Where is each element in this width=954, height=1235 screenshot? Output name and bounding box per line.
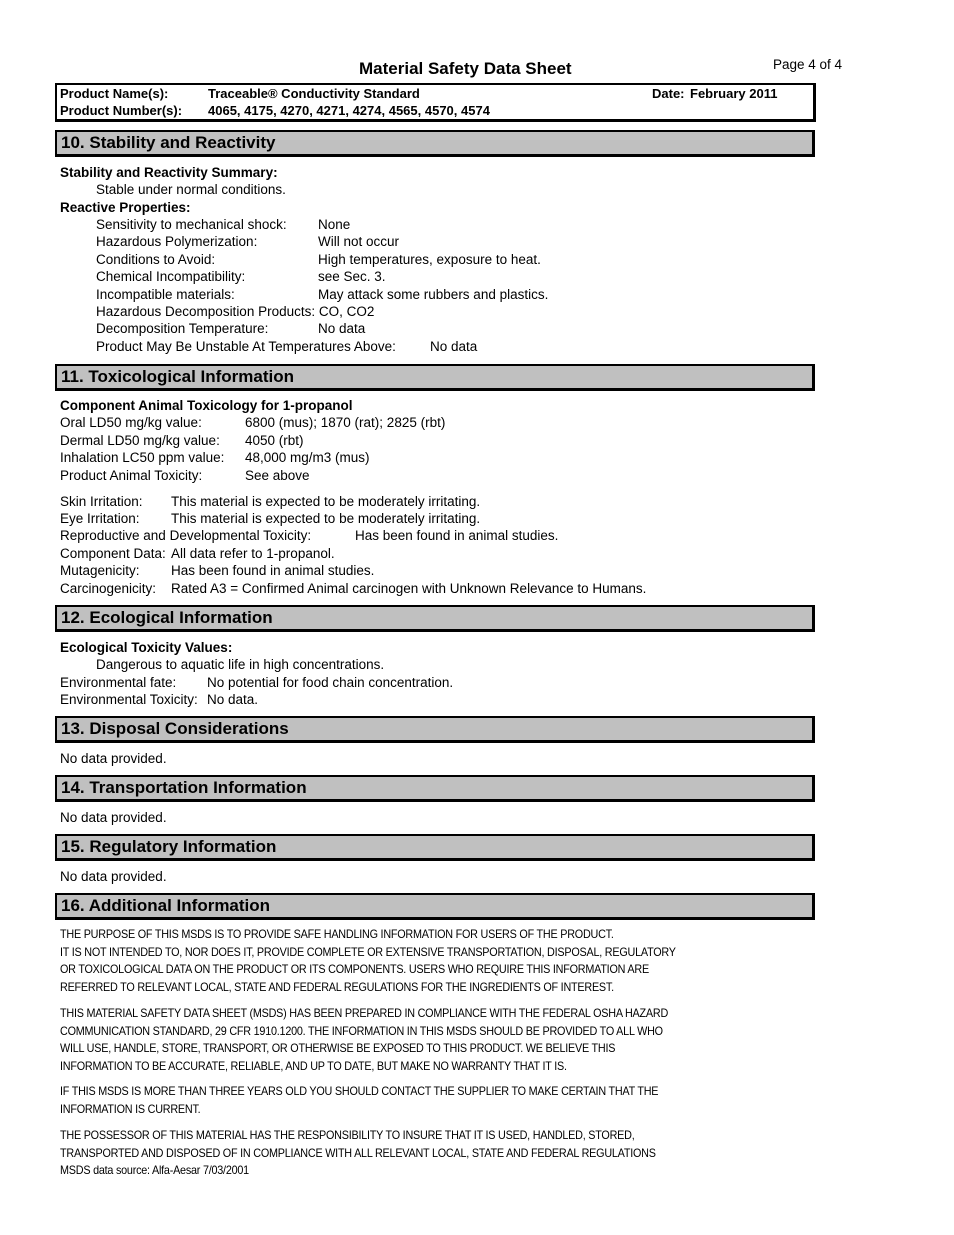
section-13-title: 13. Disposal Considerations (61, 719, 289, 738)
disclaimer-paragraph-3 (60, 1083, 658, 1118)
disclaimer-line: WILL USE, HANDLE, STORE, TRANSPORT, OR OTHERWISE BE EXPOSED TO THIS PRODUCT. WE BELIEVE THIS (60, 1041, 616, 1055)
decomposition-temp-label: Decomposition Temperature: (96, 321, 269, 336)
reproductive-toxicity-label: Reproductive and Developmental Toxicity: (60, 528, 312, 543)
toxicology-label: Inhalation LC50 ppm value: (60, 450, 225, 465)
reactive-label: Chemical Incompatibility: (96, 269, 246, 284)
component-toxicology-label: Component Animal Toxicology for 1-propanol (60, 398, 353, 413)
reproductive-toxicity-value: Has been found in animal studies. (355, 528, 559, 543)
reactive-label: Hazardous Polymerization: (96, 234, 258, 249)
section-10-header (55, 130, 815, 157)
regulatory-text: No data provided. (60, 869, 167, 884)
mutagenicity-label: Mutagenicity: (60, 563, 140, 578)
toxicology-value: 4050 (rbt) (245, 433, 304, 448)
unstable-temp-label: Product May Be Unstable At Temperatures Above: (96, 339, 396, 354)
reactive-label: Sensitivity to mechanical shock: (96, 217, 287, 232)
transportation-text: No data provided. (60, 810, 167, 825)
eye-irritation-value: This material is expected to be moderately irritating. (171, 511, 481, 526)
mutagenicity-value: Has been found in animal studies. (171, 563, 375, 578)
ecological-toxicity-value: Dangerous to aquatic life in high concentrations. (96, 657, 385, 672)
section-16-header (55, 893, 815, 920)
section-13-header (55, 716, 815, 743)
skin-irritation-value: This material is expected to be moderately irritating. (171, 494, 481, 509)
toxicology-value: 48,000 mg/m3 (mus) (245, 450, 370, 465)
disclaimer-paragraph-1 (60, 926, 676, 996)
skin-irritation-label: Skin Irritation: (60, 494, 143, 509)
toxicology-value: 6800 (mus); 1870 (rat); 2825 (rbt) (245, 415, 446, 430)
disclaimer-paragraph-4 (60, 1127, 656, 1180)
toxicology-label: Dermal LD50 mg/kg value: (60, 433, 220, 448)
reactive-value: High temperatures, exposure to heat. (318, 252, 541, 267)
disclaimer-line: INFORMATION IS CURRENT. (60, 1101, 201, 1116)
environmental-toxicity-value: No data. (207, 692, 259, 707)
stability-summary: Stable under normal conditions. (96, 182, 286, 197)
section-14-header (55, 775, 815, 802)
disclaimer-line: OR TOXICOLOGICAL DATA ON THE PRODUCT OR ITS COMPONENTS. USERS WHO REQUIRE THIS INFORMATION ARE (60, 962, 649, 976)
eye-irritation-label: Eye Irritation: (60, 511, 140, 526)
reactive-properties-label: Reactive Properties: (60, 200, 191, 215)
environmental-toxicity-label: Environmental Toxicity: (60, 692, 198, 707)
reactive-label: Incompatible materials: (96, 287, 235, 302)
disclaimer-line: COMMUNICATION STANDARD, 29 CFR 1910.1200. THE INFORMATION IN THIS MSDS SHOULD BE PROVIDED TO ALL WHO (60, 1023, 663, 1038)
document-title: Material Safety Data Sheet (359, 59, 572, 78)
date-value: February 2011 (690, 86, 778, 101)
toxicology-label: Oral LD50 mg/kg value: (60, 415, 202, 430)
disclaimer-paragraph-2 (60, 1005, 668, 1075)
carcinogenicity-value: Rated A3 = Confirmed Animal carcinogen with Unknown Relevance to Humans. (171, 581, 647, 596)
toxicology-value: See above (245, 468, 310, 483)
disclaimer-line: INFORMATION TO BE ACCURATE, RELIABLE, AND UP TO DATE, BUT MAKE NO WARRANTY THAT IT IS. (60, 1058, 567, 1073)
section-16-title: 16. Additional Information (61, 896, 271, 915)
unstable-temp-value: No data (430, 339, 478, 354)
product-name: Traceable® Conductivity Standard (208, 86, 420, 101)
product-number-label: Product Number(s): (60, 103, 183, 118)
decomposition-products: Hazardous Decomposition Products: CO, CO2 (96, 304, 375, 319)
stability-summary-label: Stability and Reactivity Summary: (60, 165, 278, 180)
product-name-label: Product Name(s): (60, 86, 169, 101)
section-12-title: 12. Ecological Information (61, 608, 273, 627)
disclaimer-line: THIS MATERIAL SAFETY DATA SHEET (MSDS) HAS BEEN PREPARED IN COMPLIANCE WITH THE FEDERAL OSHA HAZARD (60, 1006, 669, 1020)
disclaimer-line: TRANSPORTED AND DISPOSED OF IN COMPLIANCE WITH ALL RELEVANT LOCAL, STATE AND FEDERAL REGULATIONS (60, 1145, 656, 1160)
environmental-fate-label: Environmental fate: (60, 675, 177, 690)
product-numbers: 4065, 4175, 4270, 4271, 4274, 4565, 4570, 4574 (208, 103, 490, 118)
environmental-fate-value: No potential for food chain concentration. (207, 675, 454, 690)
disclaimer-line: THE PURPOSE OF THIS MSDS IS TO PROVIDE SAFE HANDLING INFORMATION FOR USERS OF THE PRODUCT. (60, 927, 614, 941)
section-10-title: 10. Stability and Reactivity (61, 133, 276, 152)
carcinogenicity-label: Carcinogenicity: (60, 581, 157, 596)
toxicology-label: Product Animal Toxicity: (60, 468, 203, 483)
section-15-title: 15. Regulatory Information (61, 837, 277, 856)
reactive-label: Conditions to Avoid: (96, 252, 216, 267)
section-15-header (55, 834, 815, 861)
disposal-text: No data provided. (60, 751, 167, 766)
page-number: Page 4 of 4 (773, 57, 843, 72)
disclaimer-line: IT IS NOT INTENDED TO, NOR DOES IT, PROVIDE COMPLETE OR EXTENSIVE TRANSPORTATION, DISPOSAL, REGULATORY (60, 944, 676, 959)
section-14-title: 14. Transportation Information (61, 778, 307, 797)
date-label: Date: (652, 86, 685, 101)
decomposition-temp-value: No data (318, 321, 366, 336)
disclaimer-line: IF THIS MSDS IS MORE THAN THREE YEARS OLD YOU SHOULD CONTACT THE SUPPLIER TO MAKE CERTAIN THAT THE (60, 1084, 659, 1098)
reactive-value: May attack some rubbers and plastics. (318, 287, 549, 302)
msds-source: MSDS data source: Alfa-Aesar 7/03/2001 (60, 1163, 249, 1177)
section-12-header (55, 605, 815, 632)
section-11-header (55, 364, 815, 391)
reactive-value: None (318, 217, 351, 232)
section-11-title: 11. Toxicological Information (61, 367, 295, 386)
product-header-box (55, 83, 816, 122)
reactive-value: see Sec. 3. (318, 269, 386, 284)
disclaimer-line: THE POSSESSOR OF THIS MATERIAL HAS THE RESPONSIBILITY TO INSURE THAT IT IS USED, HANDLED, STORED, (60, 1128, 635, 1142)
reactive-value: Will not occur (318, 234, 400, 249)
component-data-label: Component Data: (60, 546, 166, 561)
component-data-value: All data refer to 1-propanol. (171, 546, 335, 561)
ecological-toxicity-label: Ecological Toxicity Values: (60, 640, 233, 655)
disclaimer-line: REFERRED TO RELEVANT LOCAL, STATE AND FEDERAL REGULATIONS FOR THE INGREDIENTS OF INTEREST. (60, 979, 614, 994)
